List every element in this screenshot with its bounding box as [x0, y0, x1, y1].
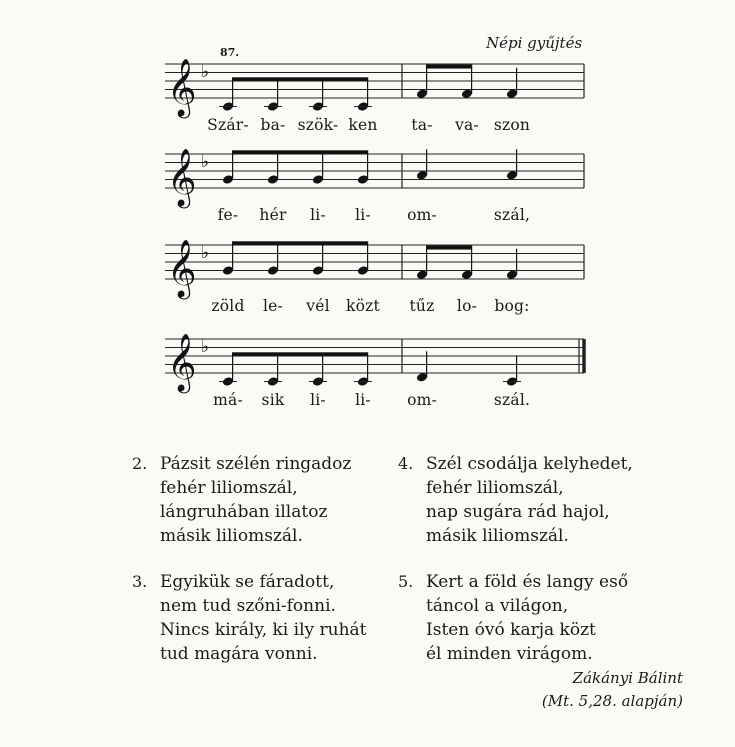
- lyric-syllable: sik: [261, 391, 285, 409]
- beam: [232, 150, 368, 154]
- lyric-syllable: lo-: [456, 297, 478, 315]
- verse-line: lángruhában illatoz: [160, 502, 328, 522]
- beam: [232, 352, 368, 356]
- verse-2: [132, 452, 352, 548]
- verse-number: 4.: [398, 454, 414, 473]
- beam: [232, 241, 368, 245]
- source-note: Népi gyűjtés: [486, 34, 583, 52]
- verse-line: Kert a föld és langy eső: [426, 572, 629, 592]
- verse-line: Egyikük se fáradott,: [160, 572, 335, 592]
- beam: [426, 65, 472, 69]
- lyric-syllable: szál,: [493, 206, 531, 224]
- verse-line: tud magára vonni.: [160, 644, 318, 664]
- flat-sign: ♭: [201, 242, 210, 263]
- verse-line: nap sugára rád hajol,: [426, 502, 610, 522]
- lyric-syllable: li-: [310, 206, 326, 224]
- flat-sign: ♭: [201, 61, 210, 82]
- flat-sign: ♭: [201, 336, 210, 357]
- verse-3: [132, 570, 367, 666]
- treble-clef: 𝄞: [167, 148, 197, 206]
- beam: [426, 246, 472, 250]
- lyric-syllable: má-: [213, 391, 243, 409]
- lyric-syllable: om-: [407, 391, 437, 409]
- verse-number: 2.: [132, 454, 148, 473]
- verse-line: másik liliomszál.: [426, 526, 569, 546]
- verse-line: Nincs király, ki ily ruhát: [160, 620, 367, 640]
- lyric-syllable: szök-: [297, 116, 339, 134]
- verse-4: [398, 452, 633, 548]
- lyric-syllable: szál.: [493, 391, 531, 409]
- lyric-syllable: li-: [355, 391, 371, 409]
- lyric-syllable: om-: [407, 206, 437, 224]
- treble-clef: 𝄞: [167, 239, 197, 297]
- song-number: 87.: [220, 46, 240, 59]
- beam: [232, 77, 368, 81]
- treble-clef: 𝄞: [167, 58, 197, 116]
- verse-line: fehér liliomszál,: [160, 478, 298, 498]
- lyric-syllable: szon: [493, 116, 531, 134]
- verse-number: 5.: [398, 572, 414, 591]
- flat-sign: ♭: [201, 151, 210, 172]
- lyric-syllable: Szár-: [207, 116, 249, 134]
- author-name: Zákányi Bálint: [572, 669, 683, 687]
- verse-line: fehér liliomszál,: [426, 478, 564, 498]
- lyric-syllable: hér: [259, 206, 287, 224]
- lyric-syllable: bog:: [494, 297, 530, 315]
- verse-line: táncol a világon,: [426, 596, 569, 616]
- verse-line: Pázsit szélén ringadoz: [160, 454, 352, 474]
- lyric-syllable: ba-: [260, 116, 286, 134]
- verse-5: [398, 570, 629, 666]
- verse-number: 3.: [132, 572, 148, 591]
- verse-line: másik liliomszál.: [160, 526, 303, 546]
- lyric-syllable: tűz: [409, 297, 435, 315]
- source-reference: (Mt. 5,28. alapján): [541, 692, 683, 710]
- verse-line: Isten óvó karja közt: [426, 620, 596, 640]
- lyric-syllable: ta-: [411, 116, 433, 134]
- lyric-syllable: közt: [346, 297, 380, 315]
- lyric-syllable: fe-: [217, 206, 239, 224]
- lyric-syllable: ken: [348, 116, 378, 134]
- lyric-syllable: vél: [306, 297, 330, 315]
- verse-line: Szél csodálja kelyhedet,: [426, 454, 633, 474]
- lyric-syllable: zöld: [211, 297, 245, 315]
- verse-line: nem tud szőni-fonni.: [160, 596, 336, 616]
- lyric-syllable: li-: [310, 391, 326, 409]
- lyric-syllable: li-: [355, 206, 371, 224]
- lyric-syllable: le-: [263, 297, 283, 315]
- lyric-syllable: va-: [455, 116, 479, 134]
- verse-line: él minden virágom.: [426, 644, 593, 664]
- treble-clef: 𝄞: [167, 333, 197, 391]
